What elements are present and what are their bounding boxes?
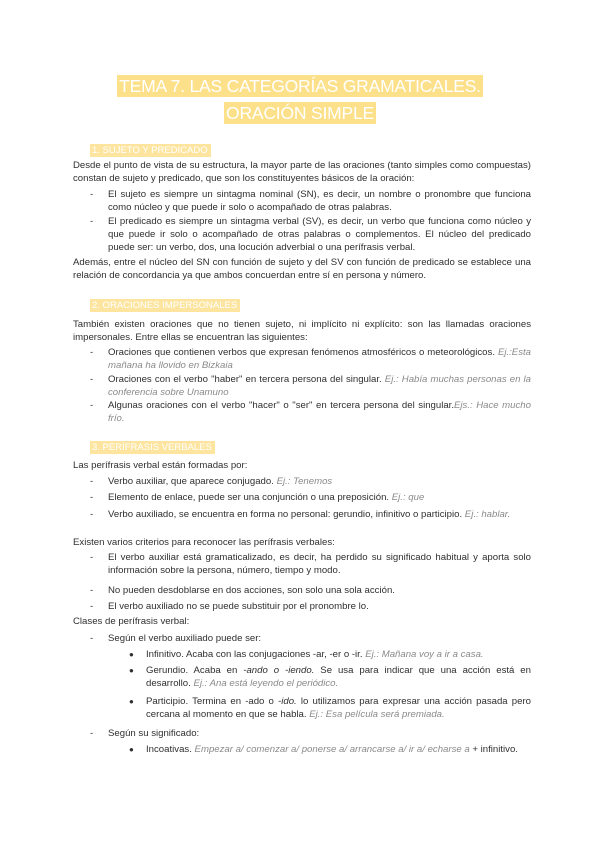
dash-bullet: - [90,492,94,503]
section-heading-perifrasis: 3. PERÍFRASIS VERBALES [90,441,215,454]
list-item: No pueden desdoblarse en dos acciones, son solo una sola acción. [108,585,395,596]
sub-list-item: Infinitivo. Acaba con las conjugaciones -ar, -er o -ir. Ej.: Mañana voy a ir a casa. [146,649,484,660]
example-text: Ej.: Mañana voy a ir a casa. [365,649,484,660]
paragraph: Clases de perífrasis verbal: [73,616,190,627]
example-text: Ej.: Había muchas personas en la conferencia sobre Unamuno [108,374,531,398]
dash-bullet: - [90,633,94,644]
dash-bullet: - [90,216,94,227]
example-text: Ejs.: Hace mucho frío. [108,400,531,424]
list-item: Según su significado: [108,728,200,739]
paragraph: Las perífrasis verbal están formadas por: [73,460,248,471]
example-text: Ej.: Tenemos [276,476,333,487]
paragraph: Desde el punto de vista de su estructura, la mayor parte de las oraciones (tanto simples como compuestas) constan de sujeto y predicado, que son los constituyentes básicos de la oración: [73,160,531,184]
dot-bullet: ● [129,666,134,675]
dash-bullet: - [90,400,94,411]
dash-bullet: - [90,552,94,563]
list-item: Oraciones con el verbo "haber" en tercera persona del singular. Ej.: Había muchas personas en la conferencia sobre Unamuno [108,374,531,398]
list-item: El verbo auxiliar está gramaticalizado, es decir, ha perdido su significado habitual y aporta solo información sobre la persona, número, tiempo y modo. [108,552,531,576]
list-item: Elemento de enlace, puede ser una conjunción o una preposición. Ej.: que [108,492,425,503]
sub-list-item: Participio. Termina en -ado o -ido. lo utilizamos para expresar una acción pasada pero cercana al momento en que se habla. Ej.: Esa película será premiada. [146,696,531,720]
list-item: Oraciones que contienen verbos que expresan fenómenos atmosféricos o meteorológicos. Ej.:Esta mañana ha llovido en Bizkaia [108,347,531,371]
dot-bullet: ● [129,697,134,706]
page-title-line2: ORACIÓN SIMPLE [226,103,374,123]
dash-bullet: - [90,374,94,385]
sub-list-item: Gerundio. Acaba en -ando o -iendo. Se usa para indicar que una acción está en desarrollo. Ej.: Ana está leyendo el periódico. [146,665,531,689]
list-item: El verbo auxiliado no se puede substituir por el pronombre lo. [108,601,369,612]
paragraph: Existen varios criterios para reconocer las perífrasis verbales: [73,537,335,548]
paragraph: Además, entre el núcleo del SN con función de sujeto y del SV con función de predicado se establece una relación de concordancia ya que ambos concuerdan entre sí en persona y número. [73,257,531,281]
paragraph: También existen oraciones que no tienen sujeto, ni implícito ni explícito: son las llamadas oraciones impersonales. Entre ellas se encuentran las siguientes: [73,319,531,343]
example-text: Ej.: hablar. [464,509,511,520]
dash-bullet: - [90,585,94,596]
list-item: Verbo auxiliado, se encuentra en forma no personal: gerundio, infinitivo o participio. Ej.: hablar. [108,509,511,520]
dot-bullet: ● [129,650,134,659]
example-text: Ej.: que [391,492,425,503]
dash-bullet: - [90,509,94,520]
example-text: Ej.:Esta mañana ha llovido en Bizkaia [108,347,531,371]
list-item: Según el verbo auxiliado puede ser: [108,633,262,644]
page-title: TEMA 7. LAS CATEGORÍAS GRAMATICALES. [119,76,481,96]
sub-list-item: Incoativas. Empezar a/ comenzar a/ ponerse a/ arrancarse a/ ir a/ echarse a + infinitivo. [146,744,518,755]
dash-bullet: - [90,347,94,358]
section-heading-sujeto: 1. SUJETO Y PREDICADO [90,144,211,157]
dash-bullet: - [90,476,94,487]
dash-bullet: - [90,601,94,612]
list-item: Algunas oraciones con el verbo "hacer" o "ser" en tercera persona del singular.Ejs.: Hace mucho frío. [108,400,531,424]
dot-bullet: ● [129,745,134,754]
example-text: Ej.: Ana está leyendo el periódico. [193,678,339,689]
example-text: Ej.: Esa película será premiada. [309,709,445,720]
list-item: El sujeto es siempre un sintagma nominal (SN), es decir, un nombre o pronombre que funciona como núcleo y que puede ir solo o acompañado de otras palabras. [108,189,531,213]
list-item: Verbo auxiliar, que aparece conjugado. Ej.: Tenemos [108,476,333,487]
example-text: Empezar a/ comenzar a/ ponerse a/ arrancarse a/ ir a/ echarse a [194,744,470,755]
section-heading-impersonales: 2. ORACIONES IMPERSONALES [90,299,240,312]
list-item: El predicado es siempre un sintagma verbal (SV), es decir, un verbo que funciona como núcleo y que puede ir solo o acompañado de otras palabras o complementos. El núcleo del predicado puede ser: un verbo, dos, una locución adverbial o una perífrasis verbal. [108,216,531,253]
dash-bullet: - [90,728,94,739]
dash-bullet: - [90,189,94,200]
